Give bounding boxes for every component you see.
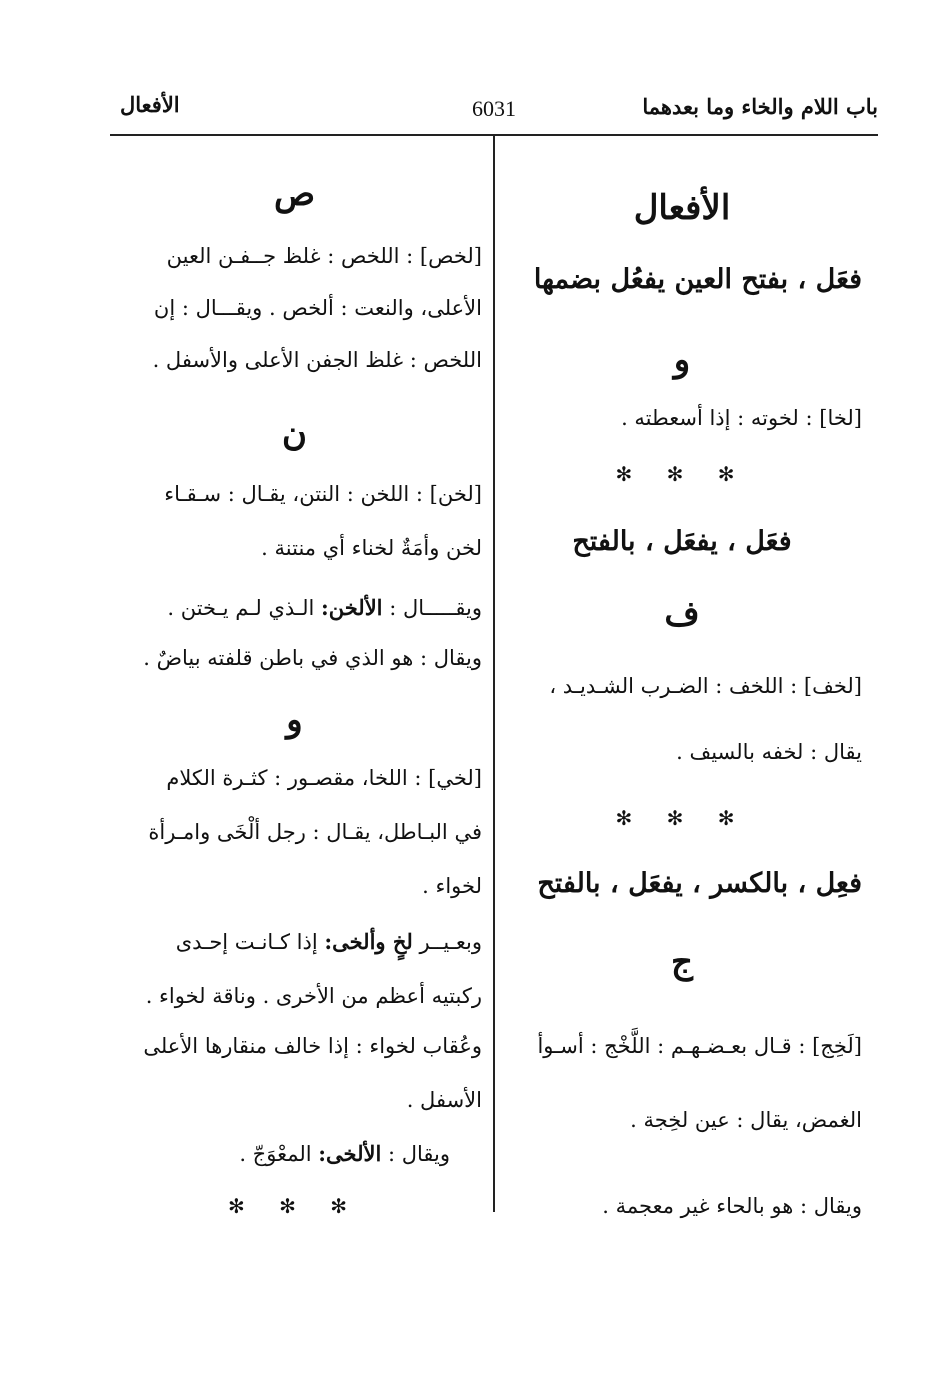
entry-lakhij-line1: [لَخِج] : قـال بعـضـهـم : اللَّخْج : أسـوأ: [537, 1034, 862, 1058]
entry-lakhi-line8-pre: ويقال :: [387, 1142, 450, 1166]
entry-lakhn-line2: لخن وأمَةٌ لخناء أي منتنة .: [261, 536, 482, 560]
entry-lakhi-line6: وعُقاب لخواء : إذا خالف منقارها الأعلى: [143, 1034, 482, 1058]
letter-heading-sad: ص: [273, 174, 316, 214]
entry-lakhi-line4-bold: لخٍ وألخى:: [324, 929, 413, 954]
entry-lakhf-line2: يقال : لخفه بالسيف .: [676, 740, 862, 764]
chapter-title: باب اللام والخاء وما بعدهما: [642, 94, 878, 119]
entry-lakhs-line3: اللخص : غلظ الجفن الأعلى والأسفل .: [152, 348, 482, 372]
entry-lakhi-line3: لخواء .: [422, 874, 482, 898]
section3-title: فعِل ، بالكسر ، يفعَل ، بالفتح: [537, 868, 862, 899]
entry-lakhn-line3-pre: ويقـــــال :: [389, 596, 482, 620]
entry-lakhn-line3: [107, 594, 482, 622]
entry-lakhi-line4: [107, 928, 482, 956]
separator-stars-2: ✻ ✻ ✻: [615, 806, 749, 830]
letter-heading-fa: ف: [664, 594, 700, 634]
entry-lakhi-line4-post: إذا كـانـت إحـدى: [175, 930, 318, 954]
entry-lakhi-line2: في البـاطل، يقـال : رجل ألْخَى وامـرأة: [148, 820, 482, 844]
entry-lakhf-line1: [لخف] : اللخف : الضـرب الشـديـد ،: [549, 674, 862, 698]
entry-lakhs-line2: الأعلى، والنعت : ألخص . ويقـــال : إن: [153, 296, 482, 320]
letter-heading-jim: ج: [671, 942, 693, 982]
entry-lakhn-line4: ويقال : هو الذي في باطن قلفته بياضٌ .: [143, 646, 482, 670]
page-header: [110, 88, 878, 128]
letter-heading-waw: و: [673, 340, 691, 380]
entry-lakhi-line8-bold: الألخى:: [318, 1141, 382, 1166]
page-number: 6031: [472, 96, 516, 121]
separator-stars-1: ✻ ✻ ✻: [615, 462, 749, 486]
column-divider: [493, 134, 495, 1212]
section1-title: فعَل ، بفتح العين يفعُل بضمها: [533, 264, 862, 295]
entry-lakhij-line3: ويقال : هو بالحاء غير معجمة .: [602, 1194, 862, 1218]
entry-lakhn-line3-post: الـذي لـم يـختن .: [167, 596, 315, 620]
entry-lakhi-line7: الأسفل .: [406, 1088, 482, 1112]
entry-lakhij-line2: الغمض، يقال : عين لخِجة .: [630, 1108, 862, 1132]
separator-stars-left: ✻ ✻ ✻: [228, 1194, 361, 1218]
entry-lakhi-line5: ركبتيه أعظم من الأخرى . وناقة لخواء .: [145, 984, 482, 1008]
entry-lakhi-line1: [لخي] : اللخا، مقصـور : كثـرة الكلام: [166, 766, 482, 790]
entry-lakhi-line4-pre: وبعـيــر: [419, 930, 482, 954]
section2-title: فعَل ، يفعَل ، بالفتح: [572, 526, 792, 557]
entry-lakhs-line1: [لخص] : اللخص : غلظ جــفـن العين: [166, 244, 482, 268]
main-title: الأفعال: [633, 188, 731, 228]
letter-heading-waw-left: و: [286, 700, 303, 740]
entry-lakhi-line8-post: المعْوَجّ .: [239, 1142, 312, 1166]
entry-lakha: [لخا] : لخوته : إذا أسعطته .: [621, 406, 862, 430]
letter-heading-nun: ن: [282, 414, 307, 454]
entry-lakhi-line8: [107, 1140, 482, 1168]
entry-lakhn-line1: [لخن] : اللخن : النتن، يقـال : سـقـاء: [164, 482, 482, 506]
entry-lakhn-line3-bold: الألخن:: [321, 595, 383, 620]
section-running-title: الأفعال: [120, 92, 180, 117]
